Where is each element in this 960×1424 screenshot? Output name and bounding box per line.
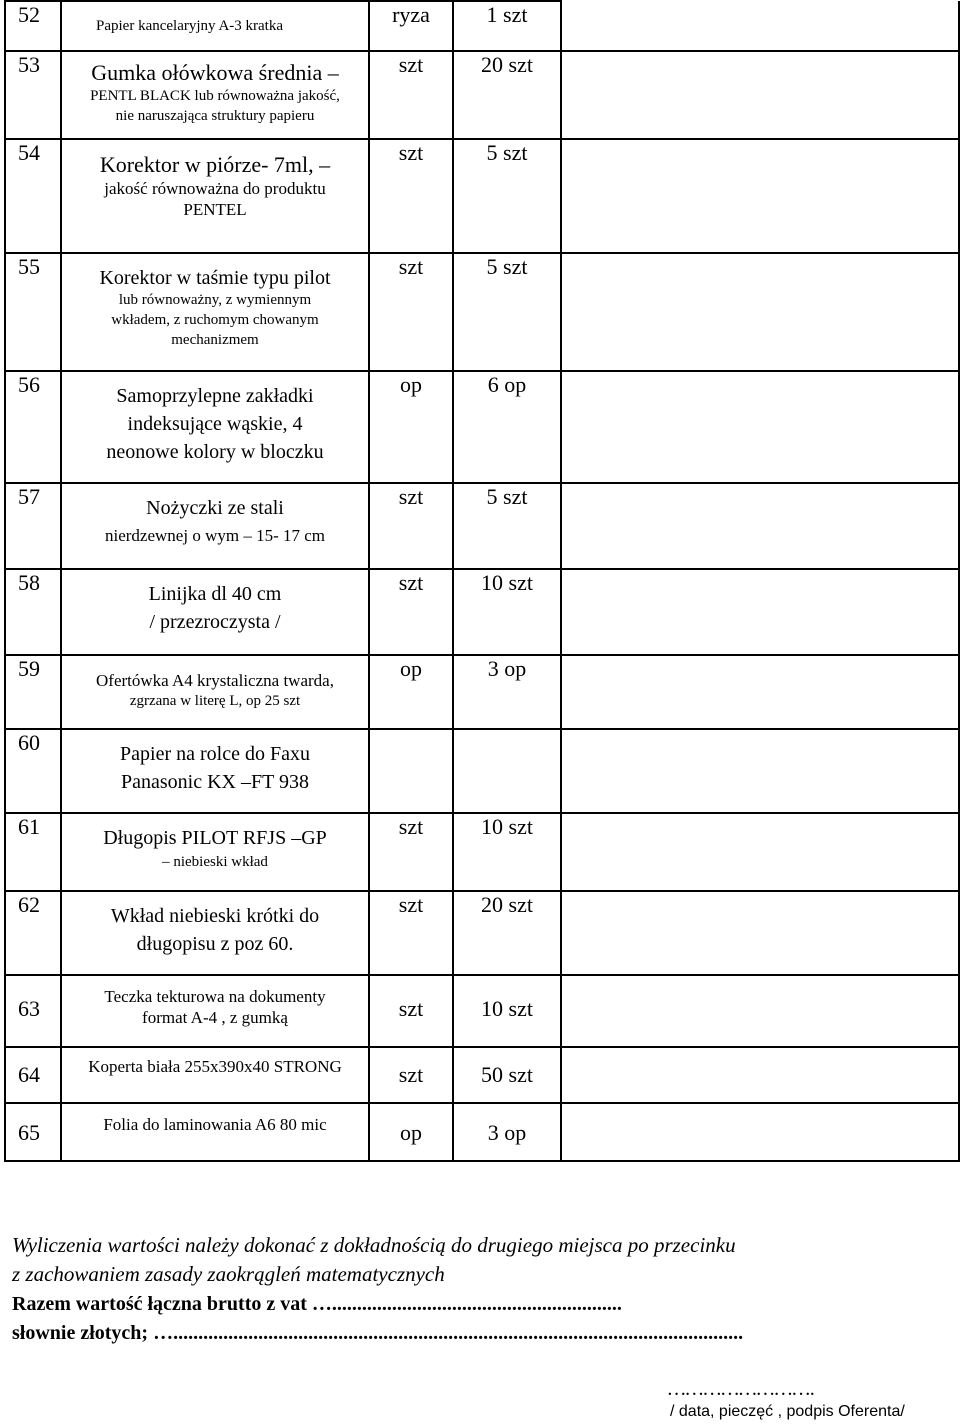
- desc-line: format A-4 , z gumką: [142, 1008, 288, 1027]
- row-number: 55: [5, 253, 61, 371]
- desc-line: nie naruszająca struktury papieru: [115, 108, 315, 124]
- empty-cell: [561, 975, 959, 1047]
- row-quantity: 6 op: [453, 371, 561, 483]
- desc-line: Wkład niebieski krótki do: [110, 905, 320, 927]
- empty-cell: [561, 371, 959, 483]
- row-quantity: 1 szt: [453, 1, 561, 51]
- row-unit: op: [369, 1103, 453, 1161]
- row-number: 53: [5, 51, 61, 139]
- row-number: 64: [5, 1047, 61, 1103]
- empty-cell: [561, 139, 959, 253]
- row-description: [61, 139, 369, 253]
- row-unit: szt: [369, 813, 453, 891]
- items-table: [4, 0, 960, 1162]
- empty-cell: [561, 729, 959, 813]
- desc-line: mechanizmem: [171, 332, 259, 348]
- desc-line: PENTL BLACK lub równoważna jakość,: [90, 88, 340, 104]
- row-number: 60: [5, 729, 61, 813]
- desc-line: Samoprzylepne zakładki: [116, 385, 314, 407]
- row-number: 52: [5, 1, 61, 51]
- row-description: [61, 253, 369, 371]
- row-quantity: 20 szt: [453, 51, 561, 139]
- empty-cell: [561, 253, 959, 371]
- row-quantity: 10 szt: [453, 975, 561, 1047]
- empty-cell: [561, 813, 959, 891]
- desc-line: Nożyczki ze stali: [146, 497, 284, 519]
- desc-line: zgrzana w literę L, op 25 szt: [129, 693, 301, 709]
- empty-cell: [561, 1, 959, 51]
- amount-in-words-label: słownie złotych; …..................................................................................................................: [12, 1322, 744, 1344]
- table-row: [5, 891, 959, 975]
- desc-line: indeksujące wąskie, 4: [127, 413, 303, 435]
- table-row: [5, 139, 959, 253]
- desc-line: Gumka ołówkowa średnia –: [91, 60, 339, 85]
- desc-line: Linijka dl 40 cm: [148, 583, 282, 605]
- empty-cell: [561, 569, 959, 655]
- desc-line: lub równoważny, z wymiennym: [118, 292, 312, 308]
- row-quantity: 10 szt: [453, 813, 561, 891]
- desc-line: neonowe kolory w bloczku: [106, 441, 324, 463]
- row-unit: szt: [369, 51, 453, 139]
- row-unit: op: [369, 371, 453, 483]
- row-unit: ryza: [369, 1, 453, 51]
- row-description: [61, 813, 369, 891]
- table-row: [5, 1, 959, 51]
- empty-cell: [561, 1047, 959, 1103]
- calculation-note-line2: z zachowaniem zasady zaokrągleń matematycznych: [12, 1262, 445, 1286]
- row-description: [61, 483, 369, 569]
- row-description: [61, 1, 369, 51]
- desc-line: – niebieski wkład: [162, 854, 268, 870]
- empty-cell: [561, 655, 959, 729]
- row-number: 61: [5, 813, 61, 891]
- desc-line: jakość równoważna do produktu: [104, 179, 326, 198]
- row-number: 65: [5, 1103, 61, 1161]
- table-row: [5, 655, 959, 729]
- desc-line: PENTEL: [183, 200, 247, 219]
- empty-cell: [561, 51, 959, 139]
- table-row: [5, 1047, 959, 1103]
- row-unit: [369, 729, 453, 813]
- row-quantity: 50 szt: [453, 1047, 561, 1103]
- row-number: 54: [5, 139, 61, 253]
- row-quantity: 5 szt: [453, 483, 561, 569]
- row-number: 63: [5, 975, 61, 1047]
- desc-line: Teczka tekturowa na dokumenty: [104, 987, 326, 1006]
- row-quantity: [453, 729, 561, 813]
- row-number: 59: [5, 655, 61, 729]
- row-description: [61, 975, 369, 1047]
- row-description: [61, 729, 369, 813]
- desc-line: Papier kancelaryjny A-3 kratka: [96, 18, 284, 34]
- row-quantity: 10 szt: [453, 569, 561, 655]
- table-row: [5, 253, 959, 371]
- row-quantity: 3 op: [453, 655, 561, 729]
- desc-line: Papier na rolce do Faxu: [120, 743, 310, 765]
- row-unit: szt: [369, 569, 453, 655]
- row-number: 57: [5, 483, 61, 569]
- row-number: 56: [5, 371, 61, 483]
- desc-line: Korektor w piórze- 7ml, –: [99, 152, 331, 177]
- row-quantity: 5 szt: [453, 253, 561, 371]
- desc-line: Korektor w taśmie typu pilot: [99, 267, 331, 289]
- row-description: [61, 569, 369, 655]
- table-row: [5, 975, 959, 1047]
- table-row: [5, 371, 959, 483]
- calculation-note-line1: Wyliczenia wartości należy dokonać z dokładnością do drugiego miejsca po przecinku: [12, 1233, 736, 1257]
- desc-line: Folia do laminowania A6 80 mic: [103, 1115, 327, 1134]
- row-description: [61, 51, 369, 139]
- table-row: [5, 569, 959, 655]
- row-quantity: 3 op: [453, 1103, 561, 1161]
- row-number: 62: [5, 891, 61, 975]
- row-unit: szt: [369, 975, 453, 1047]
- row-quantity: 20 szt: [453, 891, 561, 975]
- desc-line: wkładem, z ruchomym chowanym: [111, 312, 319, 328]
- empty-cell: [561, 483, 959, 569]
- row-unit: szt: [369, 483, 453, 569]
- row-quantity: 5 szt: [453, 139, 561, 253]
- desc-line: Panasonic KX –FT 938: [121, 771, 309, 793]
- desc-line: nierdzewnej o wym – 15- 17 cm: [105, 526, 325, 545]
- desc-line: / przezroczysta /: [149, 611, 281, 633]
- row-unit: szt: [369, 891, 453, 975]
- row-unit: szt: [369, 1047, 453, 1103]
- row-description: [61, 891, 369, 975]
- table-row: [5, 51, 959, 139]
- row-description: [61, 371, 369, 483]
- desc-line: Długopis PILOT RFJS –GP: [103, 827, 327, 849]
- row-number: 58: [5, 569, 61, 655]
- table-row: [5, 813, 959, 891]
- row-description: [61, 1103, 369, 1161]
- total-gross-label: Razem wartość łączna brutto z vat …..........................................................: [12, 1293, 622, 1315]
- row-unit: szt: [369, 139, 453, 253]
- desc-line: długopisu z poz 60.: [136, 933, 294, 955]
- table-row: [5, 483, 959, 569]
- row-description: [61, 1047, 369, 1103]
- row-unit: op: [369, 655, 453, 729]
- table-row: [5, 1103, 959, 1161]
- desc-line: Koperta biała 255x390x40 STRONG: [88, 1057, 342, 1076]
- signature-dots: …………………….: [668, 1378, 816, 1400]
- signature-label: / data, pieczęć , podpis Oferenta/: [670, 1403, 905, 1420]
- row-description: [61, 655, 369, 729]
- empty-cell: [561, 1103, 959, 1161]
- empty-cell: [561, 891, 959, 975]
- row-unit: szt: [369, 253, 453, 371]
- desc-line: Ofertówka A4 krystaliczna twarda,: [96, 671, 334, 690]
- table-row: [5, 729, 959, 813]
